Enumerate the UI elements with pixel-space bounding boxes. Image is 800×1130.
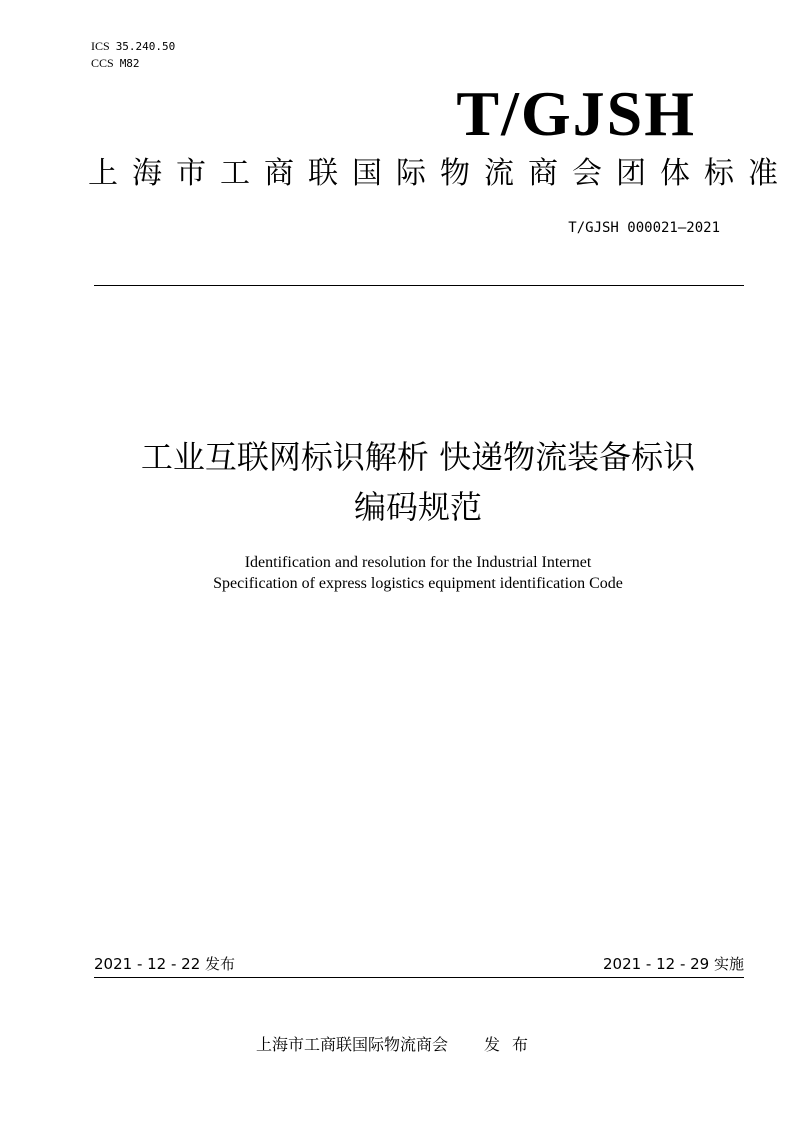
english-title (0, 552, 800, 594)
ics-code: 35.240.50 (115, 40, 176, 53)
english-title-line-1: Identification and resolution for the Industrial Internet (244, 554, 592, 571)
ccs-label: CCS (91, 56, 114, 70)
ics-label: ICS (91, 39, 110, 53)
chinese-title-line-2: 编码规范 (353, 488, 482, 526)
classification-block (91, 38, 175, 72)
ccs-code: M82 (119, 57, 140, 70)
chinese-title-line-1: 工业互联网标识解析 快递物流装备标识 (140, 438, 696, 476)
date-row (94, 953, 744, 975)
chinese-title (0, 432, 800, 532)
ccs-line (91, 55, 175, 72)
publish-date: 2021 - 12 - 22 发布 (94, 955, 236, 973)
organization-heading: 上海市工商联国际物流商会团体标准 (88, 156, 792, 191)
issuer-name: 上海市工商联国际物流商会 (256, 1035, 449, 1054)
issuer-line (256, 1033, 540, 1057)
implementation-date: 2021 - 12 - 29 实施 (602, 955, 744, 973)
standard-number: T/GJSH 000021—2021 (568, 220, 720, 236)
english-title-line-2: Specification of express logistics equipment identification Code (213, 575, 623, 592)
standard-logo: T/GJSH (456, 78, 696, 149)
issuer-action: 发布 (484, 1035, 541, 1054)
bottom-divider (94, 977, 744, 978)
top-divider (94, 285, 744, 286)
ics-line (91, 38, 175, 55)
